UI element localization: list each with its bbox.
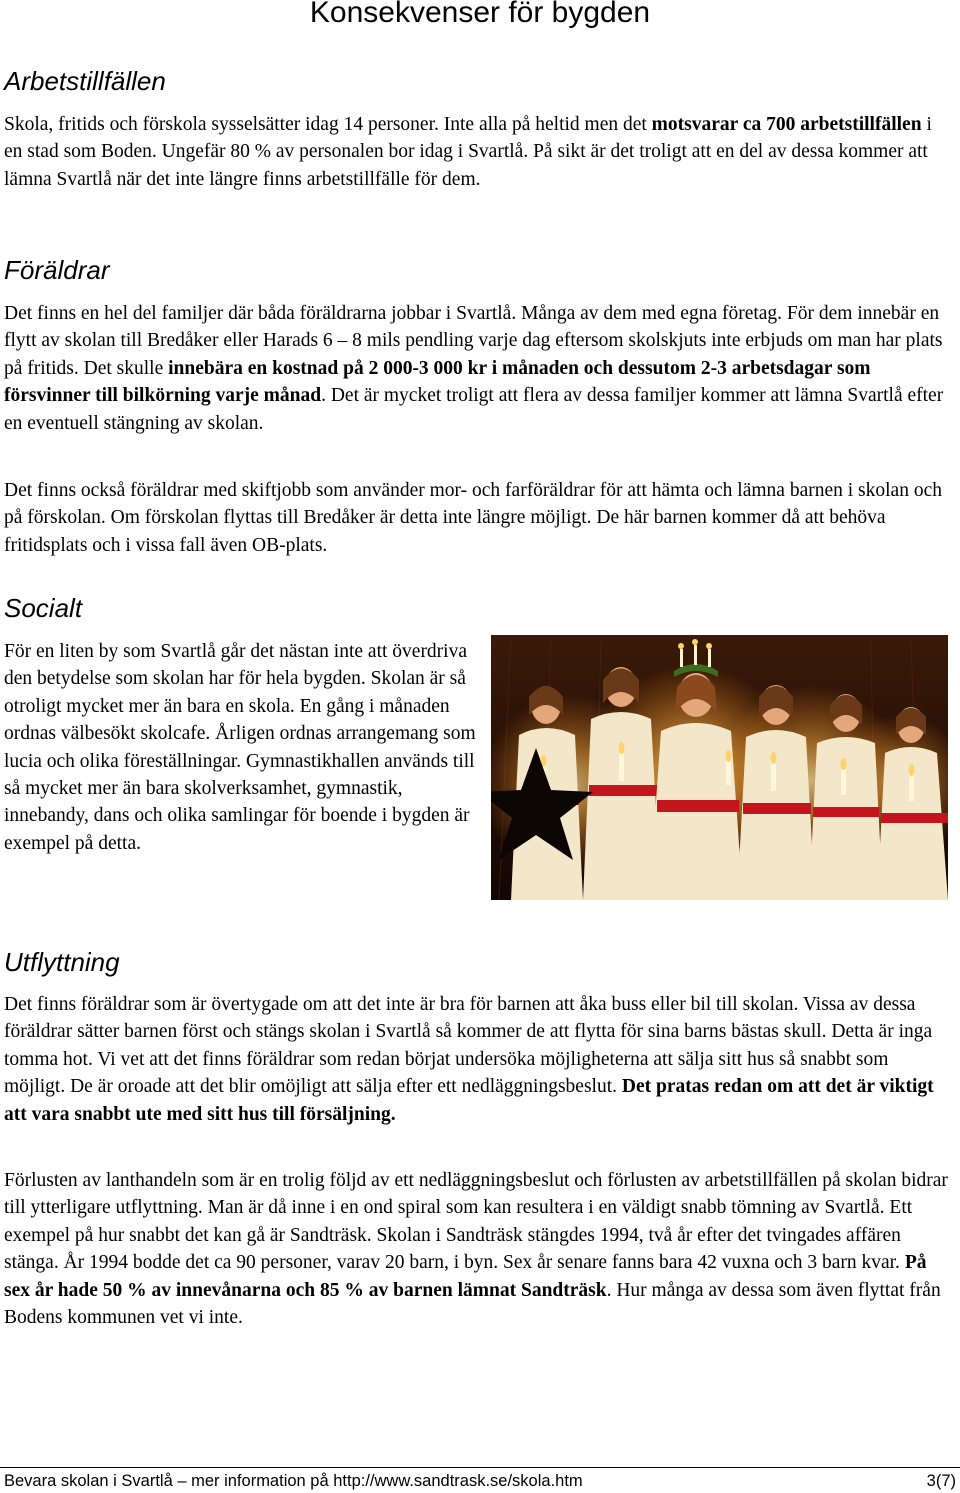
heading-utflyttning: Utflyttning [4, 947, 120, 977]
heading-foraldrar: Föräldrar [4, 255, 110, 285]
text-run: . Hur många av dessa som även flyttat från Bodens kommunen vet vi inte. [4, 1279, 941, 1329]
text-run: Det finns föräldrar som är övertygade om att det inte är bra för barnen att åka buss eller bil till skolan. Vissa av dessa föräldrar sätter barnen först och stängs skolan i Svartlå så kommer de att flytta för sina barns bästas skull. Detta är inga tomma hot. Vi vet att det finns föräldrar som redan börjat undersöka möjligheterna att sälja sitt hus så snabbt som möjligt. De är oroade att det blir omöjligt att sälja efter ett nedläggningsbeslut. [4, 994, 933, 1098]
paragraph-utflyttning-2 [4, 1167, 954, 1331]
text-run: Förlusten av lanthandeln som är en trolig följd av ett nedläggningsbeslut och förlusten av arbetstillfällen på skolan bidrar till ytterligare utflyttning. Man är då inne i en ond spiral som kan resultera i en väldigt snabb tömning av Svartlå. Ett exempel på hur snabbt det kan gå är Sandträsk. Skolan i Sandträsk stängdes 1994, två år efter det tvingades affären stänga. År 1994 bodde det ca 90 personer, varav 20 barn, i byn. Sex år senare fanns bara 42 vuxna och 3 barn kvar. [4, 1170, 948, 1274]
text-run: . Det är mycket troligt att flera av dessa familjer kommer att lämna Svartlå efter en eventuell stängning av skolan. [4, 385, 944, 434]
heading-socialt: Socialt [4, 593, 83, 623]
paragraph-utflyttning-1 [4, 991, 954, 1128]
paragraph-arbetstillfallen [4, 111, 954, 193]
lucia-procession-photo [491, 635, 948, 900]
text-run: Skola, fritids och förskola sysselsätter idag 14 personer. Inte alla på heltid men det [4, 114, 652, 135]
paragraph-foraldrar-1 [4, 300, 959, 437]
paragraph-foraldrar-2: Det finns också föräldrar med skiftjobb som använder mor- och farföräldrar för att hämta och lämna barnen i skolan och på förskolan. Om förskolan flyttas till Bredåker är detta inte längre möjligt. De här barnen kommer då att behöva fritidsplats och i vissa fall även OB-plats. [4, 480, 942, 556]
paragraph-socialt: För en liten by som Svartlå går det nästan inte att överdriva den betydelse som skolan har för hela bygden. Skolan är så otroligt mycket mer än bara en skola. En gång i månaden ordnas välbesökt skolcafe. Årligen ordnas arrangemang som lucia och olika föreställningar. Gymnastikhallen används till så mycket mer än bara skolverksamhet, gymnastik, innebandy, dans och olika samlingar för boende i bygden är exempel på detta. [4, 641, 476, 854]
text-run: i en stad som Boden. Ungefär 80 % av personalen bor idag i Svartlå. På sikt är det troligt att en del av dessa kommer att lämna Svartlå när det inte längre finns arbetstillfälle för dem. [4, 114, 932, 190]
footer-divider [0, 1467, 960, 1468]
page-number: 3(7) [926, 1472, 956, 1490]
bold-run: På sex år hade 50 % av innevånarna och 85 % av barnen lämnat Sandträsk [4, 1252, 927, 1301]
bold-run: Det pratas redan om att det är viktigt att vara snabbt ute med sitt hus till försäljning. [4, 1076, 934, 1125]
bold-run: innebära en kostnad på 2 000-3 000 kr i månaden och dessutom 2-3 arbetsdagar som försvinner till bilkörning varje månad [4, 357, 871, 407]
heading-arbetstillfallen: Arbetstillfällen [4, 66, 166, 96]
footer-text: Bevara skolan i Svartlå – mer information på http://www.sandtrask.se/skola.htm [4, 1472, 583, 1490]
page-title: Konsekvenser för bygden [309, 0, 651, 29]
lucia-procession-illustration [491, 635, 948, 900]
text-run: Det finns en hel del familjer där båda föräldrarna jobbar i Svartlå. Många av dem med egna företag. För dem innebär en flytt av skolan till Bredåker eller Harads 6 – 8 mils pendling varje dag eftersom skolskjuts inte erbjuds om man har plats på fritids. Det skulle [4, 303, 943, 379]
bold-run: motsvarar ca 700 arbetstillfällen [651, 114, 922, 135]
